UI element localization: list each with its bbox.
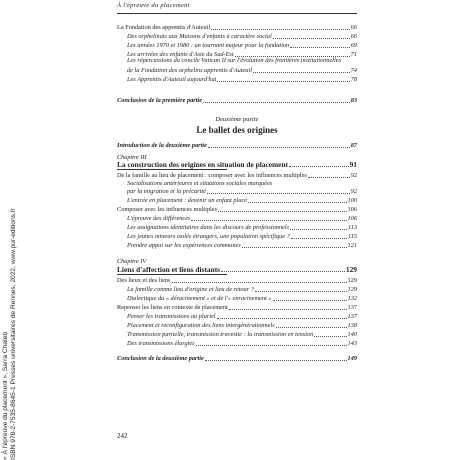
toc-entry[interactable]	[127, 32, 357, 41]
toc-entry[interactable]	[117, 171, 357, 180]
toc-entry-text: Repenser les liens en contexte de placement	[117, 304, 228, 311]
toc-entry-page: 66	[350, 24, 357, 31]
leader-dots	[273, 38, 350, 39]
toc-entry[interactable]	[127, 339, 357, 348]
toc-entry-page: 71	[350, 51, 357, 58]
toc-entry-page: 129	[347, 277, 357, 284]
toc-entry[interactable]	[127, 321, 357, 330]
toc-entry-text: L'entrée en placement : devenir un enfant placé	[127, 197, 248, 204]
toc-entry-text: Les Apprentis d'Auteuil aujourd'hui	[127, 76, 217, 83]
leader-dots	[229, 309, 347, 310]
toc-entry[interactable]	[127, 196, 357, 205]
toc-entry[interactable]	[117, 303, 357, 312]
header-rule	[117, 13, 357, 14]
toc-entry-page: 87	[350, 142, 357, 149]
toc-entry-page: 129	[345, 265, 357, 274]
toc-entry-text: de la Fondation des orphelins apprentis d'Auteuil	[127, 67, 252, 74]
leader-dots	[253, 72, 350, 73]
toc-entry-page: 106	[347, 215, 357, 222]
toc-entry-page: 137	[347, 313, 357, 320]
leader-dots	[217, 318, 347, 319]
leader-dots	[308, 177, 350, 178]
toc-entry-page: 78	[350, 76, 357, 83]
toc-entry-text: La Fondation des apprentis d'Auteuil	[117, 24, 211, 31]
copyright-sidebar	[2, 40, 18, 460]
toc-entry-page: 137	[347, 304, 357, 311]
sidebar-line-2: ISBN 978-2-7535-8645-1 Presses universitaires de Rennes, 2022, www.pur-editions.fr	[10, 208, 17, 460]
chapter-label: Chapitre III	[117, 154, 147, 161]
chapter-label: Chapitre IV	[117, 258, 147, 265]
toc-entry[interactable]	[127, 214, 357, 223]
toc-entry[interactable]	[127, 66, 357, 75]
toc-entry-text: Les arrivées des enfants d'Asie du Sud-Est	[127, 51, 234, 58]
toc-entry-text: Composer avec les influences multiples	[117, 206, 218, 213]
toc-entry[interactable]	[127, 294, 357, 303]
toc-entry-page: 106	[347, 206, 357, 213]
toc-entry-text: La famille comme lieu d'origine et lieu de retour ?	[127, 286, 254, 293]
toc-entry-text: De la famille au lieu de placement : composer avec les influences multiples	[117, 172, 307, 179]
toc-entry-page: 121	[347, 242, 357, 249]
toc-entry-text: Introduction de la deuxième partie	[117, 142, 207, 149]
toc-entry-text: Les années 1970 et 1980 : un tournant majeur pour la fondation	[127, 42, 290, 49]
leader-dots	[255, 291, 347, 292]
toc-entry-page: 92	[350, 188, 357, 195]
toc-entry-text: Des orphelinats aux Maisons d'enfants à caractère social	[127, 33, 272, 40]
leader-dots	[217, 81, 349, 82]
leader-dots	[211, 29, 350, 30]
toc-entry-text: Les jeunes mineurs isolés étrangers, une population spécifique ?	[127, 233, 290, 240]
toc-entry-text: Transmission partielle, transmission travestie : la transmission en tension	[127, 331, 314, 338]
toc-entry-page: 129	[347, 286, 357, 293]
toc-entry[interactable]	[127, 187, 357, 196]
page-number: 242	[117, 432, 128, 440]
part-label: Deuxième partie	[215, 116, 259, 123]
toc-entry-text: Les assignations identitaires dans les discours de professionnels	[127, 224, 290, 231]
leader-dots	[196, 345, 347, 346]
chapter-title-entry[interactable]	[117, 160, 357, 169]
toc-entry-page: 91	[349, 160, 357, 169]
toc-entry-page: 143	[347, 340, 357, 347]
leader-dots	[172, 282, 347, 283]
leader-dots	[314, 336, 346, 337]
toc-entry-page: 83	[350, 97, 357, 104]
toc-entry-text[interactable]: Les répercussions du concile Vatican II sur l'évolution des frontières institutionnelles	[127, 57, 342, 64]
toc-entry-text: Prendre appui sur les expériences communes	[127, 242, 241, 249]
toc-entry-page: 132	[347, 295, 357, 302]
leader-dots	[289, 166, 349, 167]
toc-entry-page: 113	[348, 224, 357, 231]
toc-entry[interactable]	[127, 41, 357, 50]
leader-dots	[290, 47, 350, 48]
toc-entry[interactable]	[127, 285, 357, 294]
toc-entry[interactable]	[127, 241, 357, 250]
toc-entry-text: Conclusion de la première partie	[117, 97, 203, 104]
chapter-rule	[117, 274, 227, 275]
leader-dots	[291, 238, 347, 239]
leader-dots	[207, 193, 350, 194]
leader-dots	[242, 247, 347, 248]
chapter-rule	[117, 169, 227, 170]
leader-dots	[221, 271, 345, 272]
sidebar-line-1: « À l'épreuve du placement », Sarra Chaïeb	[2, 331, 9, 460]
chapter-title-entry[interactable]	[117, 265, 357, 274]
toc-entry-page: 100	[347, 197, 357, 204]
leader-dots	[273, 300, 347, 301]
toc-entry-page: 66	[350, 33, 357, 40]
toc-entry-page: 138	[347, 322, 357, 329]
toc-conclusion-second[interactable]	[117, 354, 357, 363]
leader-dots	[276, 327, 347, 328]
running-head: À l'épreuve du placement	[117, 2, 190, 9]
toc-entry-page: 92	[350, 172, 357, 179]
toc-entry-text: L'épreuve des différences	[127, 215, 191, 222]
toc-entry-page: 115	[348, 233, 357, 240]
toc-entry-text: Des lieux et des liens	[117, 277, 171, 284]
toc-entry[interactable]	[127, 330, 357, 339]
toc-entry[interactable]	[127, 232, 357, 241]
toc-intro-second[interactable]	[117, 141, 357, 150]
toc-entry[interactable]	[127, 312, 357, 321]
toc-entry[interactable]	[117, 23, 357, 32]
chapter-title: Liens d'affection et liens distants	[117, 265, 221, 274]
toc-entry-text: Conclusion de la deuxième partie	[117, 355, 204, 362]
toc-entry-text: Des transmissions élargies	[127, 340, 195, 347]
leader-dots	[248, 202, 346, 203]
toc-entry[interactable]	[127, 223, 357, 232]
leader-dots	[205, 360, 347, 361]
toc-entry-text[interactable]: Socialisations antérieures et situations sociales marquées	[127, 180, 273, 187]
leader-dots	[203, 102, 350, 103]
toc-entry-text: Penser les transmissions au pluriel	[127, 313, 216, 320]
toc-entry-text: Placement et reconfiguration des liens intergénérationnels	[127, 322, 275, 329]
leader-dots	[290, 229, 347, 230]
toc-entry[interactable]	[117, 205, 357, 214]
toc-entry-text: par la migration et la précarité	[127, 188, 206, 195]
toc-entry[interactable]	[127, 75, 357, 84]
leader-dots	[218, 211, 347, 212]
leader-dots	[208, 147, 350, 148]
part-title: Le ballet des origines	[196, 125, 278, 135]
toc-entry-page: 74	[350, 67, 357, 74]
toc-entry-page: 149	[347, 355, 357, 362]
toc-entry[interactable]	[117, 276, 357, 285]
toc-entry-page: 69	[350, 42, 357, 49]
toc-entry-text: Dialectique du « déracinement » et de l'« enracinement »	[127, 295, 272, 302]
leader-dots	[191, 220, 346, 221]
toc-conclusion-first[interactable]	[117, 96, 357, 105]
toc-entry-page: 140	[347, 331, 357, 338]
chapter-title: La construction des origines en situation de placement	[117, 160, 289, 169]
